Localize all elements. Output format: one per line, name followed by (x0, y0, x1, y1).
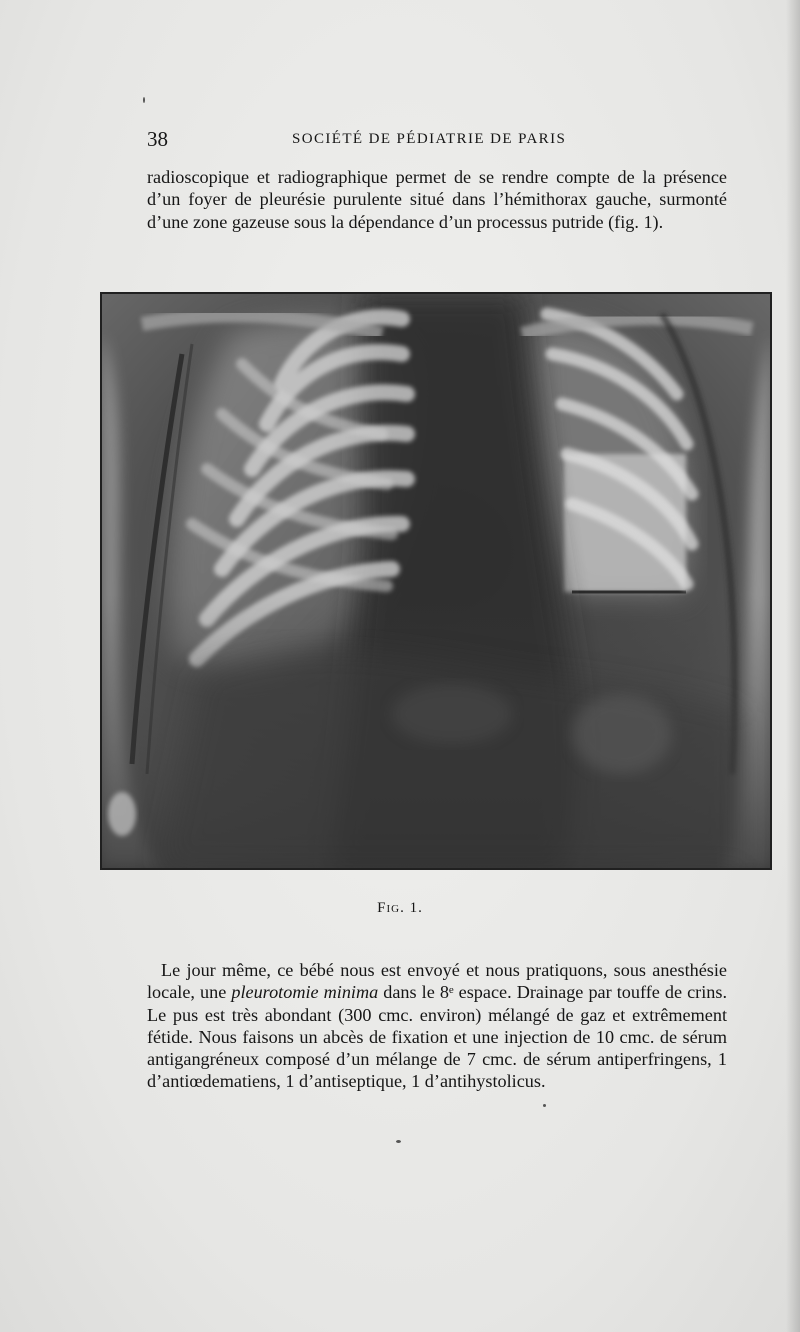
paragraph-treatment (147, 959, 727, 1093)
page-edge-shadow (786, 0, 800, 1332)
page-number: 38 (147, 127, 168, 151)
speck (396, 1140, 401, 1143)
figure-caption (0, 900, 800, 917)
chest-radiograph-figure (100, 292, 772, 870)
radiograph-image (102, 294, 770, 868)
paragraph-treatment-start: Le jour même, ce bébé nous est envoyé et nous pratiquons, sous anesthésie locale, une (147, 960, 727, 1003)
paragraph-treatment-italic: pleurotomie minima (231, 982, 379, 1003)
speck (143, 97, 145, 103)
figure-caption-text: Fig. 1. (377, 900, 423, 916)
paragraph-intro: radioscopique et radiographique permet de se rendre compte de la présence d’un foyer de pleurésie purulente situé dans l’hémithorax gauche, surmonté d’une zone gazeuse sous la dépendance d’un processus putride (fig. 1). (147, 167, 727, 232)
paragraph-treatment-end: dans le 8ᵉ espace. Drainage par touffe de crins. Le pus est très abondant (300 cmc. environ) mélangé de gaz et extrêmement fétide. Nous faisons un abcès de fixation et une injection de 10 cmc. de sérum antigangréneux composé d’un mélange de 7 cmc. de sérum antiperfringens, 1 d’antiœdematiens, 1 d’antiseptique, 1 d’antihystolicus. (147, 982, 728, 1092)
running-head: SOCIÉTÉ DE PÉDIATRIE DE PARIS (292, 131, 567, 147)
speck (543, 1104, 546, 1107)
page-header (147, 127, 727, 153)
